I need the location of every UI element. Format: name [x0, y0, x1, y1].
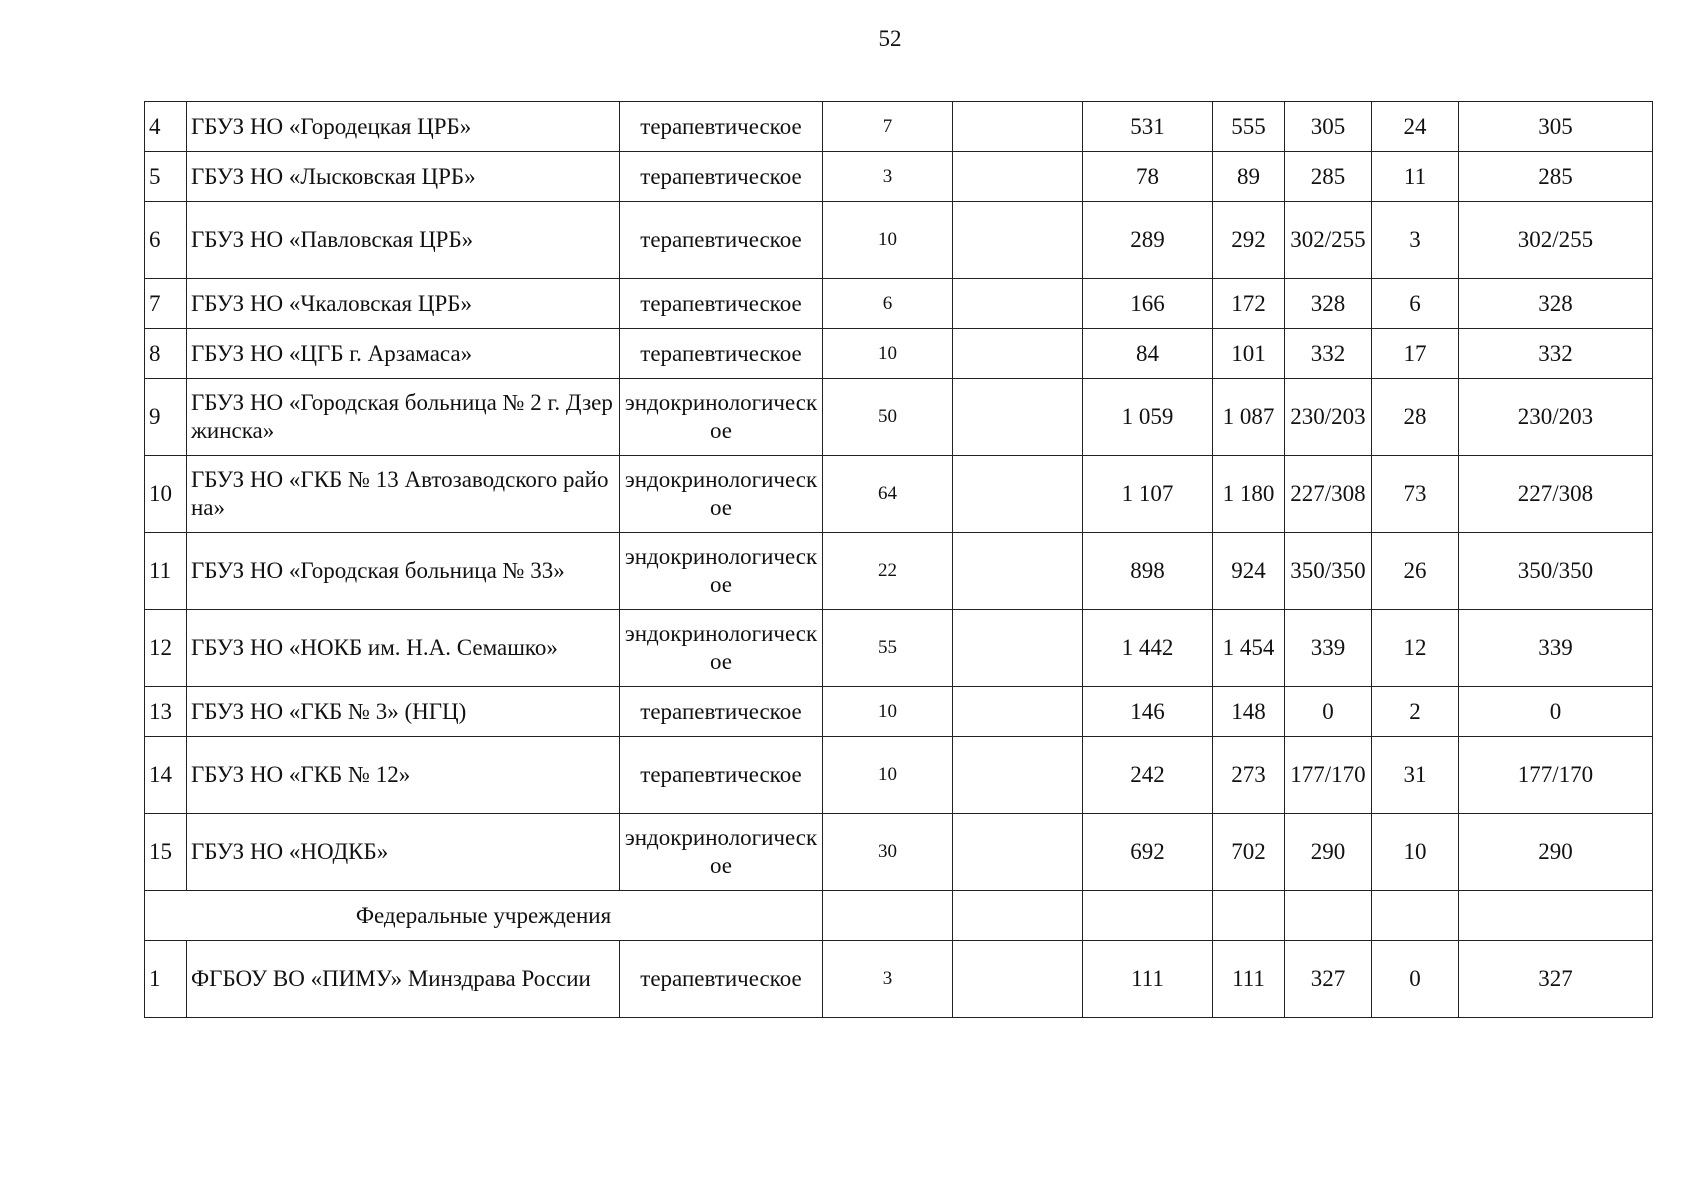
cell-beds: 22 [823, 533, 953, 610]
cell-institution: ФГБОУ ВО «ПИМУ» Минздрава России [187, 941, 620, 1018]
cell-value-4: 10 [1372, 814, 1459, 891]
page-number: 52 [878, 26, 902, 51]
table-body [145, 102, 1653, 1018]
cell-empty [1083, 891, 1213, 941]
cell-value-2: 555 [1213, 102, 1285, 152]
section-title: Федеральные учреждения [145, 891, 823, 941]
cell-beds: 3 [823, 152, 953, 202]
cell-number: 13 [145, 687, 187, 737]
cell-value-3: 327 [1285, 941, 1372, 1018]
cell-value-1: 898 [1083, 533, 1213, 610]
cell-value-5: 290 [1459, 814, 1653, 891]
cell-value-2: 89 [1213, 152, 1285, 202]
cell-number: 4 [145, 102, 187, 152]
cell-value-5: 227/308 [1459, 456, 1653, 533]
cell-value-2: 1 087 [1213, 379, 1285, 456]
cell-value-5: 302/255 [1459, 202, 1653, 279]
cell-value-4: 6 [1372, 279, 1459, 329]
cell-value-4: 11 [1372, 152, 1459, 202]
cell-institution: ГБУЗ НО «НОДКБ» [187, 814, 620, 891]
cell-value-3: 305 [1285, 102, 1372, 152]
cell-value-4: 12 [1372, 610, 1459, 687]
cell-profile: терапевтическое [620, 941, 823, 1018]
section-row [145, 891, 1653, 941]
cell-empty [823, 891, 953, 941]
cell-profile: эндокринологическое [620, 456, 823, 533]
cell-empty [1213, 891, 1285, 941]
cell-profile: эндокринологическое [620, 379, 823, 456]
cell-value-4: 24 [1372, 102, 1459, 152]
cell-value-2: 172 [1213, 279, 1285, 329]
cell-value-2: 148 [1213, 687, 1285, 737]
cell-value-4: 2 [1372, 687, 1459, 737]
cell-empty [953, 329, 1083, 379]
cell-value-2: 273 [1213, 737, 1285, 814]
cell-empty [953, 891, 1083, 941]
cell-profile: эндокринологическое [620, 610, 823, 687]
cell-value-1: 146 [1083, 687, 1213, 737]
cell-number: 7 [145, 279, 187, 329]
cell-value-1: 84 [1083, 329, 1213, 379]
cell-number: 11 [145, 533, 187, 610]
table-row [145, 152, 1653, 202]
cell-value-4: 28 [1372, 379, 1459, 456]
cell-number: 12 [145, 610, 187, 687]
cell-institution: ГБУЗ НО «ГКБ № 3» (НГЦ) [187, 687, 620, 737]
cell-beds: 10 [823, 687, 953, 737]
cell-profile: терапевтическое [620, 687, 823, 737]
cell-beds: 3 [823, 941, 953, 1018]
cell-value-3: 328 [1285, 279, 1372, 329]
cell-beds: 10 [823, 737, 953, 814]
cell-value-3: 227/308 [1285, 456, 1372, 533]
cell-institution: ГБУЗ НО «Городецкая ЦРБ» [187, 102, 620, 152]
table-row [145, 941, 1653, 1018]
cell-profile: терапевтическое [620, 202, 823, 279]
cell-value-4: 3 [1372, 202, 1459, 279]
cell-number: 14 [145, 737, 187, 814]
cell-beds: 64 [823, 456, 953, 533]
table-row [145, 329, 1653, 379]
cell-value-2: 1 180 [1213, 456, 1285, 533]
table-row [145, 814, 1653, 891]
cell-value-4: 73 [1372, 456, 1459, 533]
cell-value-1: 531 [1083, 102, 1213, 152]
cell-empty [953, 941, 1083, 1018]
table-row [145, 279, 1653, 329]
cell-value-1: 78 [1083, 152, 1213, 202]
table-row [145, 379, 1653, 456]
cell-value-2: 292 [1213, 202, 1285, 279]
cell-value-1: 166 [1083, 279, 1213, 329]
cell-number: 9 [145, 379, 187, 456]
cell-value-5: 0 [1459, 687, 1653, 737]
cell-value-3: 339 [1285, 610, 1372, 687]
cell-beds: 50 [823, 379, 953, 456]
cell-institution: ГБУЗ НО «ЦГБ г. Арзамаса» [187, 329, 620, 379]
cell-value-5: 350/350 [1459, 533, 1653, 610]
cell-empty [953, 533, 1083, 610]
cell-number: 6 [145, 202, 187, 279]
cell-number: 5 [145, 152, 187, 202]
cell-value-1: 289 [1083, 202, 1213, 279]
cell-value-1: 111 [1083, 941, 1213, 1018]
cell-empty [953, 102, 1083, 152]
cell-empty [953, 687, 1083, 737]
cell-institution: ГБУЗ НО «ГКБ № 12» [187, 737, 620, 814]
cell-empty [1459, 891, 1653, 941]
cell-value-1: 1 107 [1083, 456, 1213, 533]
cell-value-3: 302/255 [1285, 202, 1372, 279]
cell-beds: 7 [823, 102, 953, 152]
cell-value-2: 101 [1213, 329, 1285, 379]
cell-empty [1285, 891, 1372, 941]
cell-institution: ГБУЗ НО «ГКБ № 13 Автозаводского района» [187, 456, 620, 533]
cell-institution: ГБУЗ НО «Лысковская ЦРБ» [187, 152, 620, 202]
cell-empty [1372, 891, 1459, 941]
cell-value-3: 177/170 [1285, 737, 1372, 814]
table-row [145, 533, 1653, 610]
cell-profile: терапевтическое [620, 329, 823, 379]
cell-institution: ГБУЗ НО «Чкаловская ЦРБ» [187, 279, 620, 329]
cell-value-2: 924 [1213, 533, 1285, 610]
cell-empty [953, 279, 1083, 329]
cell-beds: 6 [823, 279, 953, 329]
cell-empty [953, 737, 1083, 814]
table-row [145, 610, 1653, 687]
cell-profile: терапевтическое [620, 152, 823, 202]
table-row [145, 687, 1653, 737]
cell-value-2: 1 454 [1213, 610, 1285, 687]
cell-value-5: 177/170 [1459, 737, 1653, 814]
cell-number: 10 [145, 456, 187, 533]
table-row [145, 102, 1653, 152]
cell-institution: ГБУЗ НО «Городская больница № 33» [187, 533, 620, 610]
cell-empty [953, 152, 1083, 202]
cell-value-1: 1 442 [1083, 610, 1213, 687]
table-row [145, 202, 1653, 279]
cell-institution: ГБУЗ НО «НОКБ им. Н.А. Семашко» [187, 610, 620, 687]
cell-beds: 10 [823, 329, 953, 379]
cell-value-5: 332 [1459, 329, 1653, 379]
cell-institution: ГБУЗ НО «Городская больница № 2 г. Дзержинска» [187, 379, 620, 456]
cell-institution: ГБУЗ НО «Павловская ЦРБ» [187, 202, 620, 279]
cell-value-1: 692 [1083, 814, 1213, 891]
cell-number: 1 [145, 941, 187, 1018]
cell-value-3: 290 [1285, 814, 1372, 891]
cell-beds: 10 [823, 202, 953, 279]
cell-empty [953, 202, 1083, 279]
cell-number: 15 [145, 814, 187, 891]
cell-empty [953, 814, 1083, 891]
cell-value-3: 350/350 [1285, 533, 1372, 610]
table-row [145, 737, 1653, 814]
table-row [145, 456, 1653, 533]
cell-profile: терапевтическое [620, 102, 823, 152]
cell-value-2: 702 [1213, 814, 1285, 891]
cell-value-3: 285 [1285, 152, 1372, 202]
cell-value-5: 305 [1459, 102, 1653, 152]
cell-value-5: 285 [1459, 152, 1653, 202]
cell-value-5: 327 [1459, 941, 1653, 1018]
cell-empty [953, 379, 1083, 456]
cell-value-5: 230/203 [1459, 379, 1653, 456]
cell-value-4: 26 [1372, 533, 1459, 610]
cell-number: 8 [145, 329, 187, 379]
cell-value-2: 111 [1213, 941, 1285, 1018]
cell-value-3: 332 [1285, 329, 1372, 379]
cell-profile: терапевтическое [620, 279, 823, 329]
cell-value-4: 17 [1372, 329, 1459, 379]
cell-value-4: 31 [1372, 737, 1459, 814]
cell-value-3: 230/203 [1285, 379, 1372, 456]
cell-profile: эндокринологическое [620, 533, 823, 610]
cell-profile: терапевтическое [620, 737, 823, 814]
cell-value-1: 242 [1083, 737, 1213, 814]
cell-profile: эндокринологическое [620, 814, 823, 891]
cell-value-1: 1 059 [1083, 379, 1213, 456]
facilities-table [144, 101, 1653, 1018]
cell-value-4: 0 [1372, 941, 1459, 1018]
cell-value-5: 339 [1459, 610, 1653, 687]
cell-beds: 55 [823, 610, 953, 687]
cell-value-3: 0 [1285, 687, 1372, 737]
cell-empty [953, 456, 1083, 533]
cell-empty [953, 610, 1083, 687]
cell-value-5: 328 [1459, 279, 1653, 329]
cell-beds: 30 [823, 814, 953, 891]
